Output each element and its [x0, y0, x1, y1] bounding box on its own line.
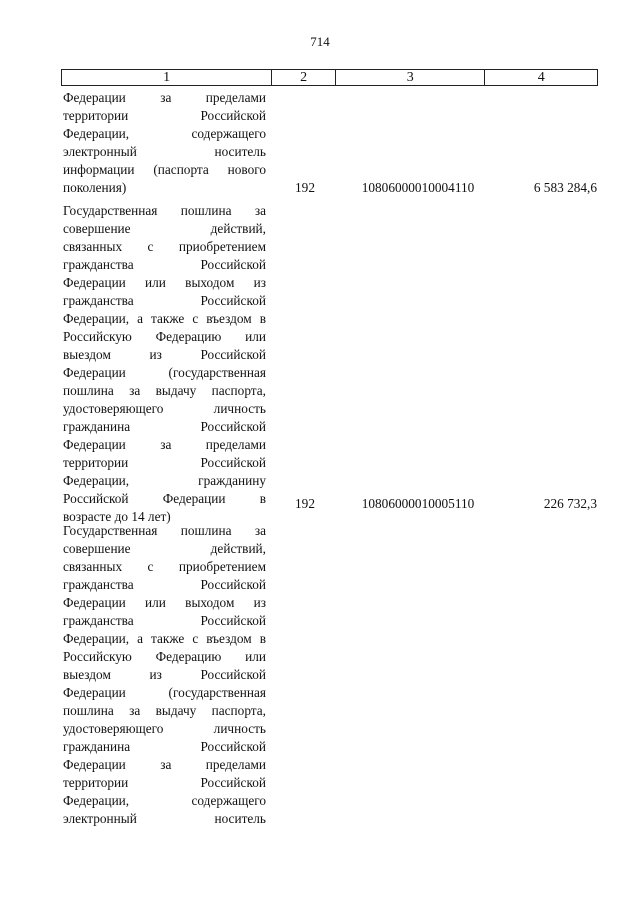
description-line: Федерации, содержащего [63, 793, 266, 808]
description-line: Федерации (государственная [63, 365, 266, 380]
description-line: связанных с приобретением [63, 559, 266, 574]
description-line: пошлина за выдачу паспорта, [63, 383, 266, 398]
description-line: связанных с приобретением [63, 239, 266, 254]
description-line: Государственная пошлина за [63, 203, 266, 218]
table-header [61, 69, 598, 86]
description-line: гражданства Российской [63, 613, 266, 628]
description-line: гражданина Российской [63, 739, 266, 754]
description-line: гражданства Российской [63, 293, 266, 308]
admin-code: 192 [295, 180, 315, 195]
description-line: Государственная пошлина за [63, 523, 266, 538]
description-line: гражданства Российской [63, 577, 266, 592]
description-line: гражданина Российской [63, 419, 266, 434]
description-line: Федерации за пределами [63, 90, 266, 105]
description-line: гражданства Российской [63, 257, 266, 272]
description-line: пошлина за выдачу паспорта, [63, 703, 266, 718]
description-line: Российской Федерации в [63, 491, 266, 506]
description-line: территории Российской [63, 455, 266, 470]
description-line: Российскую Федерацию или [63, 329, 266, 344]
description-line: Российскую Федерацию или [63, 649, 266, 664]
description-line: удостоверяющего личность [63, 721, 266, 736]
description-line: Федерации или выходом из [63, 595, 266, 610]
row-description [63, 202, 266, 526]
amount: 226 732,3 [543, 496, 597, 511]
description-line: совершение действий, [63, 541, 266, 556]
budget-classification-code: 10806000010005110 [361, 496, 475, 511]
description-line: Федерации, а также с въездом в [63, 631, 266, 646]
page-number: 714 [310, 34, 330, 49]
description-line: Федерации за пределами [63, 437, 266, 452]
description-line: Федерации (государственная [63, 685, 266, 700]
admin-code: 192 [295, 496, 315, 511]
column-header-2: 2 [272, 70, 336, 85]
description-line: информации (паспорта нового [63, 162, 266, 177]
description-line: совершение действий, [63, 221, 266, 236]
description-line: поколения) [63, 180, 127, 195]
description-line: возрасте до 14 лет) [63, 509, 171, 524]
description-line: электронный носитель [63, 144, 266, 159]
description-line: выездом из Российской [63, 667, 266, 682]
description-line: Федерации, содержащего [63, 126, 266, 141]
column-header-1: 1 [62, 70, 272, 85]
row-description [63, 522, 266, 828]
amount: 6 583 284,6 [533, 180, 597, 195]
description-line: удостоверяющего личность [63, 401, 266, 416]
description-line: выездом из Российской [63, 347, 266, 362]
description-line: Федерации, гражданину [63, 473, 266, 488]
description-line: Федерации, а также с въездом в [63, 311, 266, 326]
description-line: электронный носитель [63, 811, 266, 826]
description-line: Федерации или выходом из [63, 275, 266, 290]
description-line: территории Российской [63, 108, 266, 123]
row-description [63, 89, 266, 197]
description-line: Федерации за пределами [63, 757, 266, 772]
budget-classification-code: 10806000010004110 [361, 180, 475, 195]
column-header-4: 4 [537, 69, 545, 85]
column-header-3: 3 [336, 70, 485, 85]
description-line: территории Российской [63, 775, 266, 790]
